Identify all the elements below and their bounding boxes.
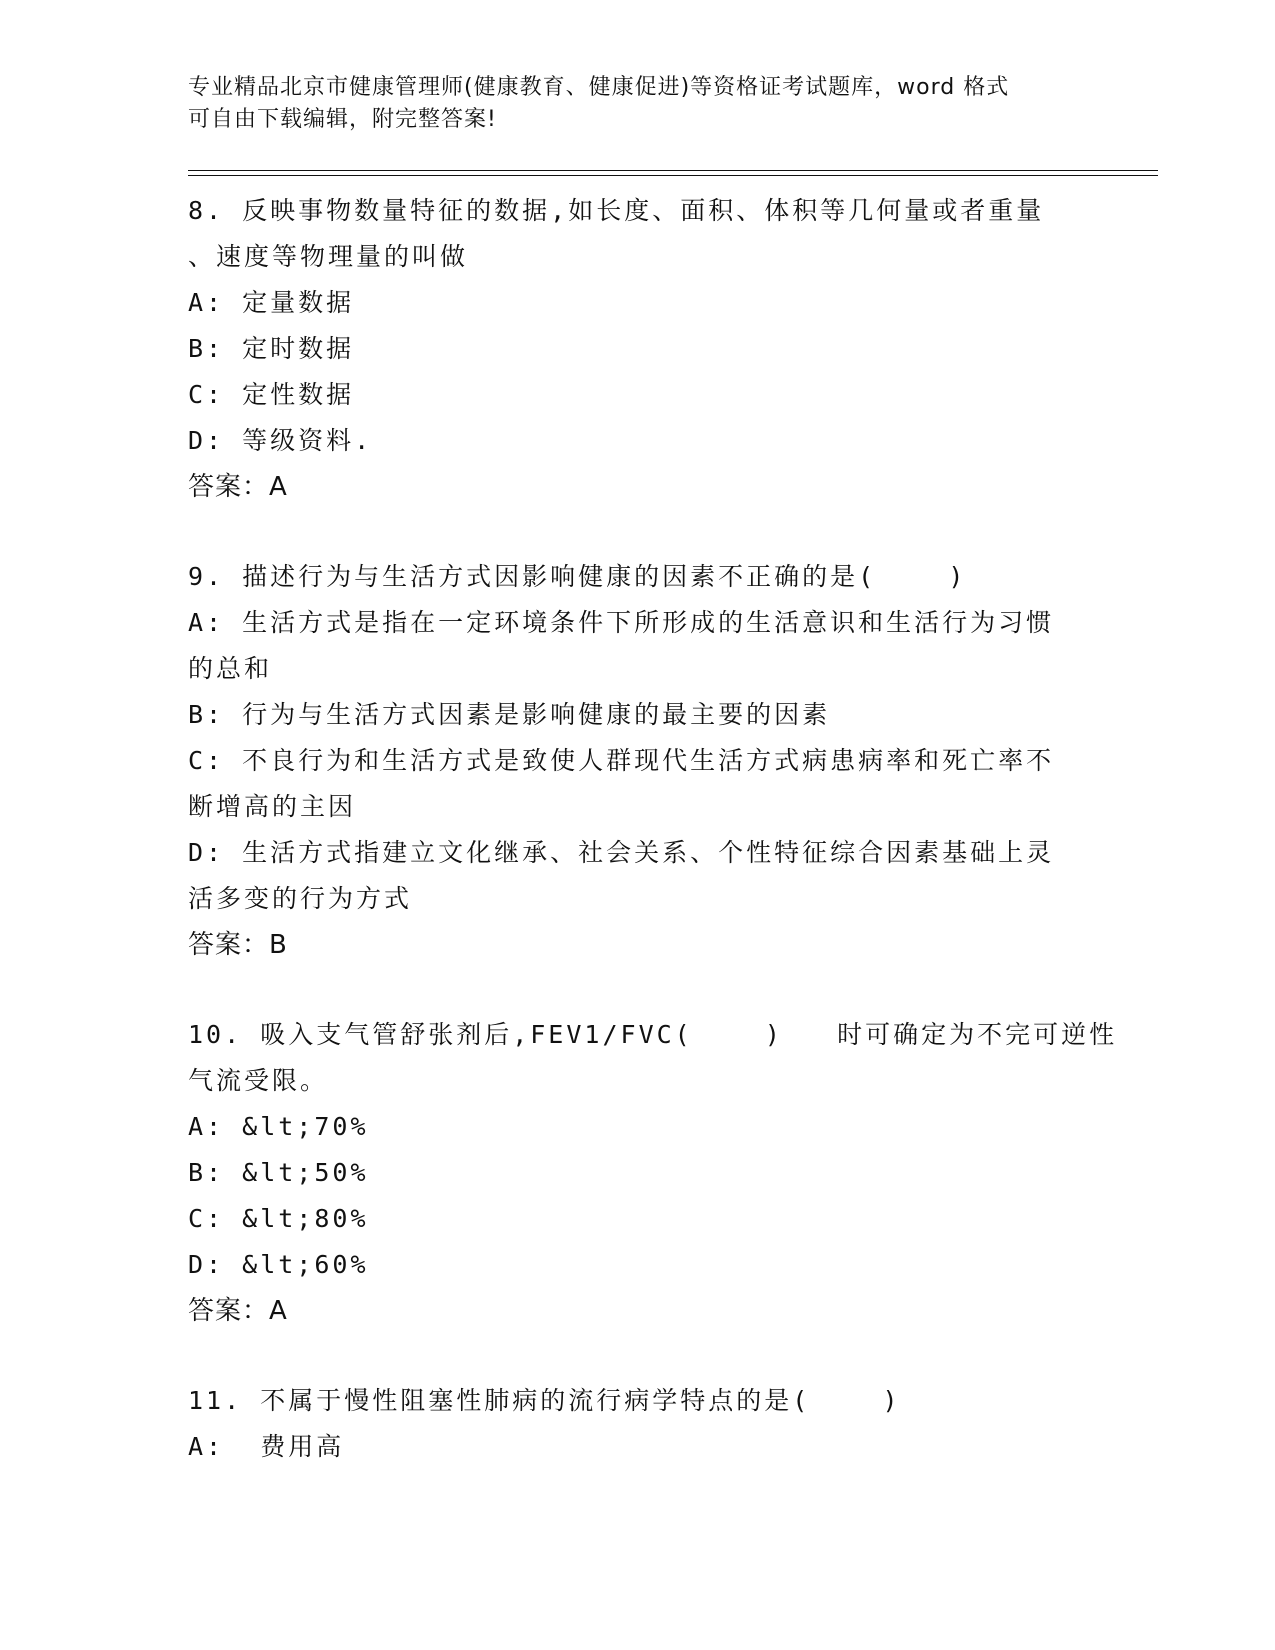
option-line: 活多变的行为方式 — [188, 884, 413, 913]
question-list — [188, 188, 1118, 1470]
option-line: 断增高的主因 — [188, 792, 357, 821]
option-line: C: 定性数据 — [188, 380, 355, 409]
answer-line: 答案：A — [188, 1296, 288, 1326]
question-text-line: 11. 不属于慢性阻塞性肺病的流行病学特点的是( ) — [188, 1386, 901, 1415]
question-text-line: 10. 吸入支气管舒张剂后,FEV1/FVC( ) 时可确定为不完可逆性 — [188, 1020, 1118, 1049]
option-line: A: 生活方式是指在一定环境条件下所形成的生活意识和生活行为习惯 — [188, 608, 1055, 637]
question-text-line: 、速度等物理量的叫做 — [188, 242, 469, 271]
question-spacer — [188, 1334, 1088, 1378]
header-rule-top — [188, 170, 1158, 171]
question-spacer — [188, 510, 1088, 554]
option-line: B: 定时数据 — [188, 334, 355, 363]
question-spacer — [188, 968, 1088, 1012]
question-block — [188, 1378, 1088, 1470]
option-line: C: &lt;80% — [188, 1204, 369, 1233]
answer-line: 答案：B — [188, 930, 288, 960]
question-block — [188, 554, 1088, 1012]
question-block — [188, 188, 1088, 554]
option-line: B: &lt;50% — [188, 1158, 369, 1187]
option-line: 的总和 — [188, 654, 273, 683]
option-line: A: &lt;70% — [188, 1112, 369, 1141]
option-line: A: 费用高 — [188, 1432, 345, 1461]
question-block — [188, 1012, 1118, 1378]
header-line-2: 可自由下载编辑，附完整答案! — [188, 107, 497, 132]
option-line: D: &lt;60% — [188, 1250, 369, 1279]
option-line: D: 生活方式指建立文化继承、社会关系、个性特征综合因素基础上灵 — [188, 838, 1055, 867]
answer-line: 答案：A — [188, 472, 288, 502]
question-text-line: 9. 描述行为与生活方式因影响健康的因素不正确的是( ) — [188, 562, 967, 591]
question-text-line: 气流受限。 — [188, 1066, 329, 1095]
header-rule-bottom — [188, 175, 1158, 176]
option-line: C: 不良行为和生活方式是致使人群现代生活方式病患病率和死亡率不 — [188, 746, 1055, 775]
header-line-1: 专业精品北京市健康管理师(健康教育、健康促进)等资格证考试题库，word 格式 — [188, 75, 1010, 100]
option-line: B: 行为与生活方式因素是影响健康的最主要的因素 — [188, 700, 831, 729]
document-header — [188, 72, 1068, 136]
option-line: A: 定量数据 — [188, 288, 355, 317]
question-text-line: 8. 反映事物数量特征的数据,如长度、面积、体积等几何量或者重量 — [188, 196, 1045, 225]
option-line: D: 等级资料. — [188, 426, 373, 455]
